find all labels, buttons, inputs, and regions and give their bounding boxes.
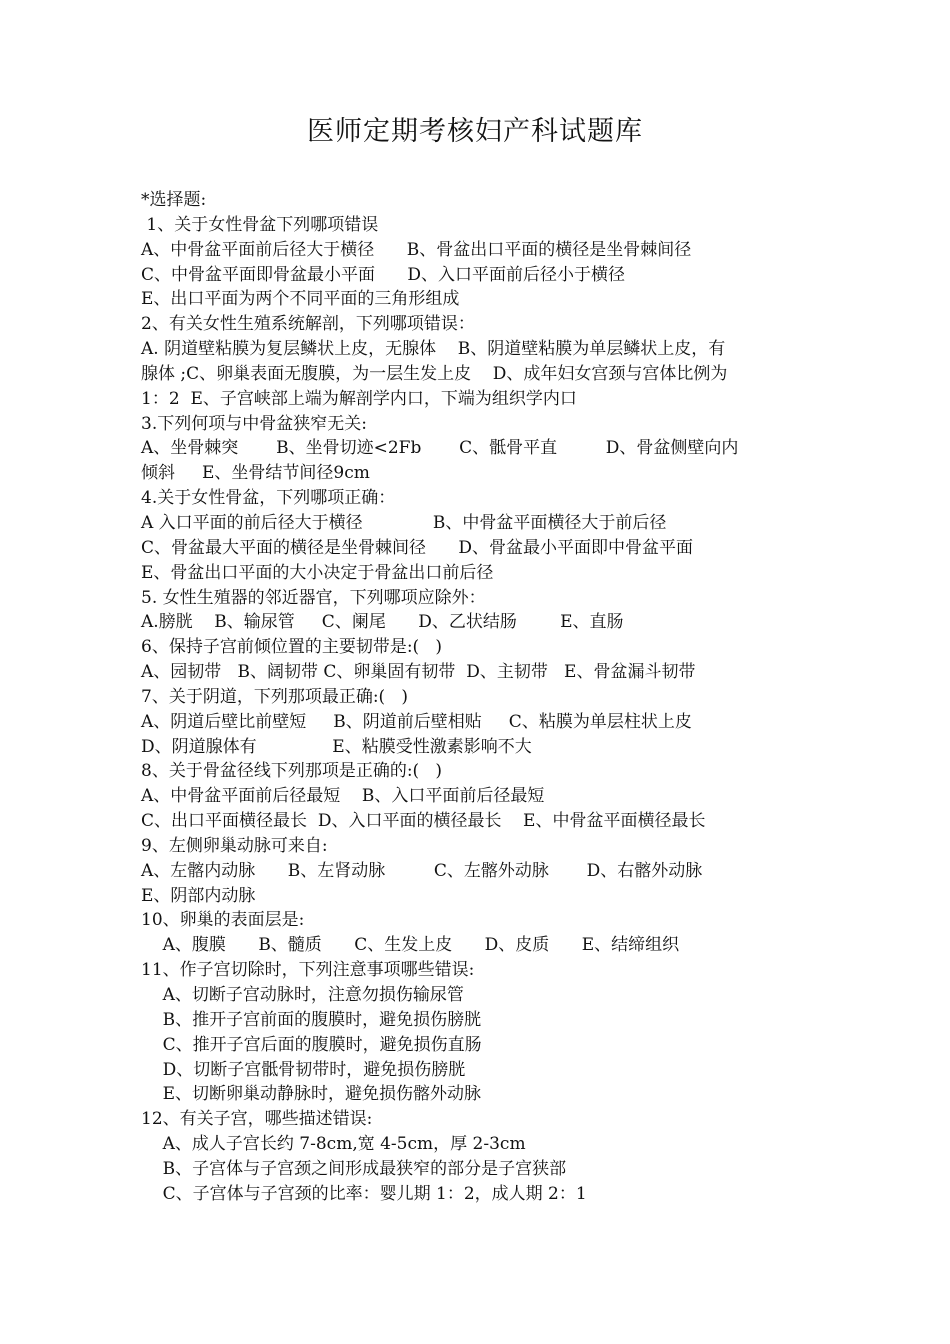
text-line: C、出口平面横径最长 D、入口平面的横径最长 E、中骨盆平面横径最长 <box>141 811 706 832</box>
text-line: A、腹膜 B、髓质 C、生发上皮 D、皮质 E、结缔组织 <box>141 935 680 956</box>
text-line: 6、保持子宫前倾位置的主要韧带是:( ) <box>141 637 443 658</box>
text-line: 8、关于骨盆径线下列那项是正确的:( ) <box>141 761 443 782</box>
text-line: E、阴部内动脉 <box>141 885 256 906</box>
text-line: E、出口平面为两个不同平面的三角形组成 <box>141 289 460 310</box>
text-line: E、骨盆出口平面的大小决定于骨盆出口前后径 <box>141 562 494 583</box>
text-line: E、切断卵巢动静脉时，避免损伤髂外动脉 <box>141 1084 482 1105</box>
text-line: A、园韧带 B、阔韧带 C、卵巢固有韧带 D、主韧带 E、骨盆漏斗韧带 <box>141 662 696 683</box>
text-line: 12、有关子宫，哪些描述错误: <box>141 1109 373 1130</box>
text-line: A.膀胱 B、输尿管 C、阑尾 D、乙状结肠 E、直肠 <box>141 612 624 633</box>
text-line: 7、关于阴道，下列那项最正确:( ) <box>141 686 409 707</box>
text-line: A、坐骨棘突 B、坐骨切迹<2Fb C、骶骨平直 D、骨盆侧壁向内 <box>141 438 739 459</box>
text-line: D、切断子宫骶骨韧带时，避免损伤膀胱 <box>141 1059 466 1080</box>
text-line: A 入口平面的前后径大于横径 B、中骨盆平面横径大于前后径 <box>141 512 667 533</box>
document-title: 医师定期考核妇产科试题库 <box>307 116 643 147</box>
text-line: 11、作子宫切除时，下列注意事项哪些错误: <box>141 960 475 981</box>
text-line: C、中骨盆平面即骨盆最小平面 D、入口平面前后径小于横径 <box>141 264 626 285</box>
text-line: A. 阴道壁粘膜为复层鳞状上皮，无腺体 B、阴道壁粘膜为单层鳞状上皮，有 <box>141 339 726 360</box>
text-line: 9、左侧卵巢动脉可来自: <box>141 835 328 856</box>
text-line: 5. 女性生殖器的邻近器官，下列哪项应除外： <box>141 587 486 608</box>
question-list <box>141 188 831 1207</box>
text-line: C、骨盆最大平面的横径是坐骨棘间径 D、骨盆最小平面即中骨盆平面 <box>141 537 694 558</box>
text-line: 腺体 ;C、卵巢表面无腹膜，为一层生发上皮 D、成年妇女宫颈与宫体比例为 <box>141 363 728 384</box>
text-line: D、阴道腺体有 E、粘膜受性激素影响不大 <box>141 736 532 757</box>
text-line: 3.下列何项与中骨盆狭窄无关: <box>141 413 367 434</box>
text-line: A、中骨盆平面前后径最短 B、入口平面前后径最短 <box>141 786 545 807</box>
text-line: A、切断子宫动脉时，注意勿损伤输尿管 <box>141 985 464 1005</box>
text-line: C、推开子宫后面的腹膜时，避免损伤直肠 <box>141 1034 482 1055</box>
text-line: A、阴道后壁比前壁短 B、阴道前后壁相贴 C、粘膜为单层柱状上皮 <box>141 711 692 732</box>
text-line: C、子宫体与子宫颈的比率：婴儿期 1：2，成人期 2：1 <box>141 1183 587 1204</box>
text-line: A、成人子宫长约 7-8cm,宽 4-5cm，厚 2-3cm <box>141 1134 526 1155</box>
text-line: B、子宫体与子宫颈之间形成最狭窄的部分是子宫狭部 <box>141 1158 567 1179</box>
text-line: 倾斜 E、坐骨结节间径9cm <box>141 463 370 484</box>
text-line: 10、卵巢的表面层是: <box>141 910 305 931</box>
text-line: *选择题: <box>141 190 207 210</box>
text-line: 1：2 E、子宫峡部上端为解剖学内口，下端为组织学内口 <box>141 388 577 409</box>
text-line: A、中骨盆平面前后径大于横径 B、骨盆出口平面的横径是坐骨棘间径 <box>141 239 692 260</box>
text-line: 4.关于女性骨盆，下列哪项正确： <box>141 488 396 509</box>
text-line: B、推开子宫前面的腹膜时，避免损伤膀胱 <box>141 1009 482 1030</box>
text-line: 2、有关女性生殖系统解剖，下列哪项错误： <box>141 314 475 335</box>
text-line: A、左髂内动脉 B、左肾动脉 C、左髂外动脉 D、右髂外动脉 <box>141 860 703 881</box>
text-line: 1、关于女性骨盆下列哪项错误 <box>141 214 379 235</box>
